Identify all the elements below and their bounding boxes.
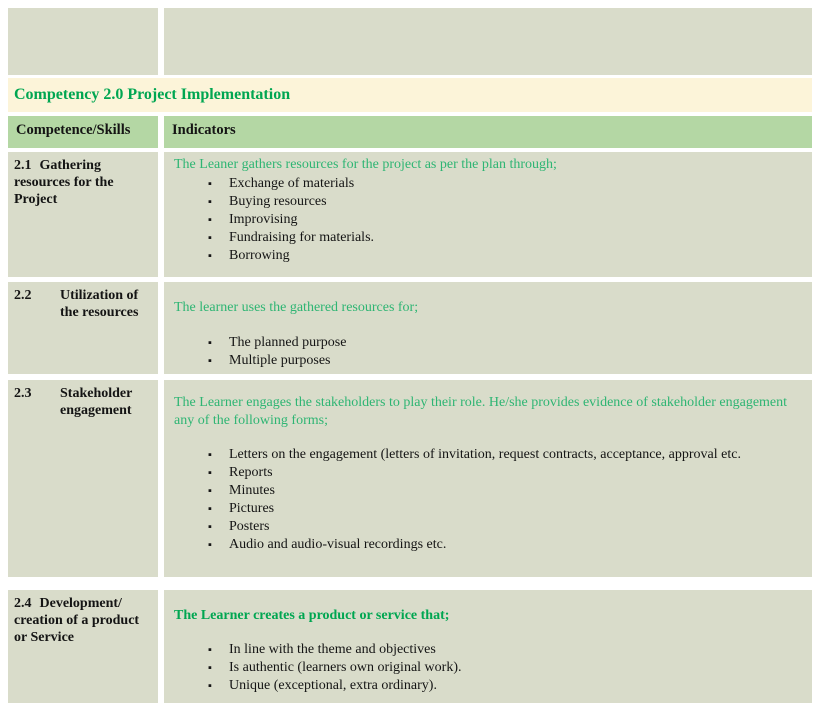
header-indicators: Indicators [164, 116, 812, 148]
bullet-item: ▪ Posters [174, 518, 802, 536]
indicator-cell-2-4 [164, 590, 812, 703]
table-row-2-1 [8, 152, 812, 277]
table-row-2-3 [8, 380, 812, 577]
indicator-intro: The Learner engages the stakeholders to play their role. He/she provides evidence of stakeholder engagement any of the following forms; [174, 395, 788, 428]
skill-cell-2-1 [8, 152, 158, 277]
bullet-item: ▪ Audio and audio-visual recordings etc. [174, 536, 802, 554]
skill-cell-2-2 [8, 282, 158, 374]
previous-table-left-cell [8, 8, 158, 75]
bullet-item: ▪ Pictures [174, 500, 802, 518]
bullet-item: ▪ Letters on the engagement (letters of invitation, request contracts, acceptance, approval etc. [174, 446, 802, 464]
bullet-item: ▪ Borrowing [174, 247, 802, 265]
bullet-item: ▪ The planned purpose [174, 334, 802, 352]
indicator-bullet-list [174, 641, 802, 695]
indicator-intro: The Leaner gathers resources for the project as per the plan through; [174, 157, 557, 172]
skill-label: Development/ creation of a product or Service [14, 596, 140, 645]
skill-cell-2-3 [8, 380, 158, 577]
bullet-item: ▪ Is authentic (learners own original work). [174, 659, 802, 677]
indicator-cell-2-2 [164, 282, 812, 374]
indicator-cell-2-1 [164, 152, 812, 277]
indicator-intro: The Learner creates a product or service that; [174, 608, 450, 623]
table-header-row [8, 116, 812, 148]
previous-table-partial-row [8, 8, 812, 75]
skill-label: Gathering resources for the Project [14, 158, 114, 207]
header-competence-skills: Competence/Skills [8, 116, 158, 148]
bullet-item: ▪ Minutes [174, 482, 802, 500]
indicator-cell-2-3 [164, 380, 812, 577]
skill-number: 2.2 [14, 288, 32, 303]
section-title: Competency 2.0 Project Implementation [14, 86, 291, 103]
indicator-bullet-list [174, 446, 802, 554]
indicator-intro: The learner uses the gathered resources for; [174, 300, 419, 315]
table-row-2-4 [8, 590, 812, 703]
bullet-item: ▪ Unique (exceptional, extra ordinary). [174, 677, 802, 695]
skill-label: Stakeholder engagement [60, 386, 133, 418]
skill-number: 2.1 [14, 158, 32, 173]
table-row-2-2 [8, 282, 812, 374]
skill-cell-2-4 [8, 590, 158, 703]
bullet-item: ▪ Reports [174, 464, 802, 482]
bullet-item: ▪ In line with the theme and objectives [174, 641, 802, 659]
document-page [8, 8, 812, 703]
bullet-item: ▪ Improvising [174, 211, 802, 229]
section-title-band [8, 78, 812, 112]
skill-number: 2.4 [14, 596, 32, 611]
indicator-bullet-list [174, 334, 802, 370]
bullet-item: ▪ Multiple purposes [174, 352, 802, 370]
bullet-item: ▪ Buying resources [174, 193, 802, 211]
previous-table-right-cell [164, 8, 812, 75]
skill-label: Utilization of the resources [60, 288, 139, 320]
bullet-item: ▪ Exchange of materials [174, 175, 802, 193]
bullet-item: ▪ Fundraising for materials. [174, 229, 802, 247]
skill-number: 2.3 [14, 386, 32, 401]
indicator-bullet-list [174, 175, 802, 265]
